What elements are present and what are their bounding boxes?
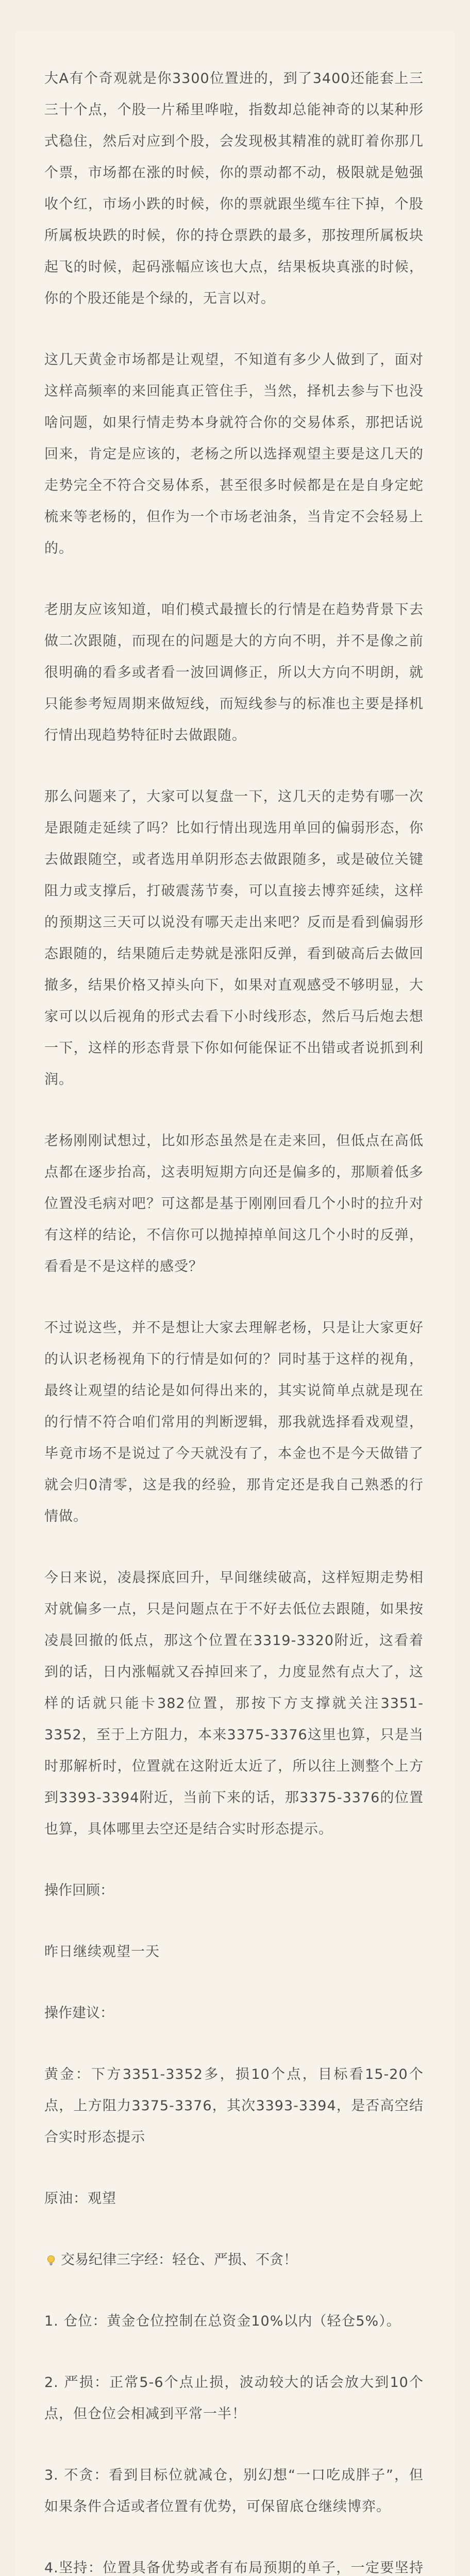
advice-title: 操作建议： (44, 2005, 114, 2021)
tip-stop-loss: 2. 严损：正常5-6个点止损，波动较大的话会放大到10个点，但仓位会相减到平常一半！ (44, 2375, 424, 2422)
advice-gold-text: 黄金：下方3351-3352多，损10个点，目标看15-20个点，上方阻力3375-3376，其次3393-3394，是否高空结合实时形态提示 (44, 2066, 424, 2145)
article-card (15, 31, 455, 2576)
tip-position: 1. 仓位：黄金仓位控制在总资金10%以内（轻仓5%）。 (44, 2313, 401, 2329)
discipline-heading (44, 2244, 424, 2276)
discipline-heading-text: 交易纪律三字经：轻仓、严损、不贪！ (61, 2252, 297, 2268)
article-paragraph-7: 今日来说，凌晨探底回升，早间继续破高，这样短期走势相对就偏多一点，只是问题点在于不好去低位去跟随，如果按凌晨回撤的低点，那这个位置在3319-3320附近，这看着到的话，日内涨幅就又吞掉回来了，力度显然有点大了，这样的话就只能卡382位置，那按下方支撑就关注3351-3352，至于上方阻力，本来3375-3376这里也算，只是当时那解析时，位置就在这附近太近了，所以往上测整个上方到3393-3394附近，当前下来的话，那3375-3376的位置也算，具体哪里去空还是结合实时形态提示。 (44, 1570, 424, 1837)
article-body (44, 63, 424, 2576)
article-paragraph-6: 不过说这些，并不是想让大家去理解老杨，只是让大家更好的认识老杨视角下的行情是如何的？同时基于这样的视角，最终让观望的结论是如何得出来的，其实说简单点就是现在的行情不符合咱们常用的判断逻辑，那我就选择看戏观望，毕竟市场不是说过了今天就没有了，本金也不是今天做错了就会归0清零，这是我的经验，那肯定还是我自己熟悉的行情做。 (44, 1320, 424, 1524)
review-title: 操作回顾： (44, 1883, 114, 1899)
review-text: 昨日继续观望一天 (44, 1944, 160, 1960)
article-paragraph-3: 老朋友应该知道，咱们模式最擅长的行情是在趋势背景下去做二次跟随，而现在的问题是大的方向不明，并不是像之前很明确的看多或者看一波回调修正，所以大方向不明朗，就只能参考短周期来做短线，而短线参与的标准也主要是择机行情出现趋势特征时去做跟随。 (44, 602, 424, 743)
article-paragraph-1: 大A有个奇观就是你3300位置进的，到了3400还能套上三三十个点，个股一片稀里哗啦，指数却总能神奇的以某种形式稳住，然后对应到个股，会发现极其精准的就盯着你那几个票，市场都在涨的时候，你的票动都不动，极限就是勉强收个红，市场小跌的时候，你的票就跟坐缆车往下掉，个股所属板块跌的时候，你的持仓票跌的最多，那按理所属板块起飞的时候，起码涨幅应该也大点，结果板块真涨的时候，你的个股还能是个绿的，无言以对。 (44, 71, 424, 307)
article-paragraph-4: 那么问题来了，大家可以复盘一下，这几天的走势有哪一次是跟随走延续了吗？比如行情出现选用单回的偏弱形态，你去做跟随空，或者选用单阴形态去做跟随多，或是破位关键阻力或支撑后，打破震荡节奏，可以直接去博弈延续，这样的预期这三天可以说没有哪天走出来吧？反而是看到偏弱形态跟随的，结果随后走势就是涨阳反弹，看到破高后去做回撤多，结果价格又掉头向下，如果对直观感受不够明显，大家可以以后视角的形式去看下小时线形态，然后马后炮去想一下，这样的形态背景下你如何能保证不出错或者说抓到利润。 (44, 789, 424, 1088)
lightbulb-icon (44, 2254, 58, 2267)
article-paragraph-2: 这几天黄金市场都是让观望，不知道有多少人做到了，面对这样高频率的来回能真正管住手，当然，择机去参与下也没啥问题，如果行情走势本身就符合你的交易体系，那把话说回来，肯定是应该的，老杨之所以选择观望主要是这几天的走势完全不符合交易体系，甚至很多时候都是在是自身定蛇梳来等老杨的，但作为一个市场老油条，当肯定不会轻易上的。 (44, 352, 424, 556)
advice-crude-text: 原油：观望 (44, 2191, 116, 2207)
article-paragraph-5: 老杨刚刚试想过，比如形态虽然是在走来回，但低点在高低点都在逐步抬高，这表明短期方向还是偏多的，那顺着低多位置没毛病对吧？可这都是基于刚刚回看几个小时的拉升对有这样的结论，不信你可以抛掉掉单间这几个小时的反弹，看看是不是这样的感受？ (44, 1133, 424, 1275)
tip-no-greed: 3. 不贪：看到目标位就减仓，别幻想“一口吃成胖子”，但如果条件合适或者位置有优势，可保留底仓继续博弈。 (44, 2467, 424, 2515)
tip-persist: 4.坚持：位置具备优势或者有布局预期的单子，一定要坚持 (44, 2560, 424, 2576)
